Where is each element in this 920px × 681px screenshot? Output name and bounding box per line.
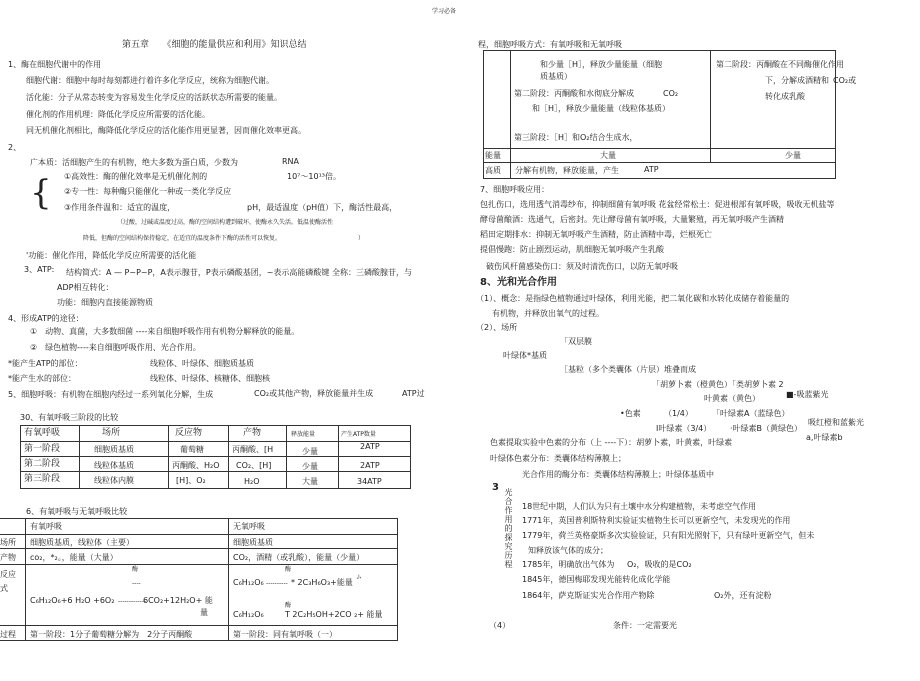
water-sites-label: *能产生水的部位： bbox=[8, 374, 76, 383]
atp-sites: 线粒体、叶绿体、细胞质基质 bbox=[150, 359, 254, 368]
t2-col-aerobic: 有氧呼吸 bbox=[30, 522, 62, 531]
s1-line1: 细胞代谢：细胞中每时每刻都进行着许多化学反应，统称为细胞代谢。 bbox=[26, 76, 274, 85]
t1-r1-stage: 第一阶段 bbox=[24, 444, 61, 454]
pigment-fraction-1: （1/4） bbox=[664, 409, 693, 418]
history-5b: O₂，吸收的是CO₂ bbox=[627, 560, 692, 569]
eq3-products: T 2C₂H₅OH+2CO ₂+ 能量 bbox=[285, 610, 383, 619]
t1-h-atp: 产生ATP数量 bbox=[341, 431, 376, 438]
ct-c3b: CO₂ bbox=[663, 89, 679, 98]
enzyme-function: '功能：催化作用，降低化学反应所需要的活化能 bbox=[26, 251, 197, 260]
t2-label-product: 产物 bbox=[0, 553, 16, 562]
atp-structure: 结构简式：A — P~P~P，A表示腺苷，P表示磷酸基团，~表示高能磷酸键 全称：三磷酸腺苷，与 bbox=[66, 268, 412, 277]
t1-r1-product: 丙酮酸、[H bbox=[232, 445, 274, 454]
ct-energy-aerobic: 大量 bbox=[600, 151, 616, 160]
t1-r2-product: CO₂、[H] bbox=[236, 461, 272, 470]
pigment-location: 叶绿体色素分布：类囊体结构薄膜上； bbox=[490, 454, 626, 463]
enzyme-location: 光合作用的酶分布：类囊体结构薄膜上；叶绿体基质中 bbox=[522, 470, 714, 479]
t1-h-stage: 有氧呼吸 bbox=[24, 428, 61, 438]
pigment-xanthophyll: 叶黄素（黄色） bbox=[704, 394, 760, 403]
t1-r1-reactant: 葡萄糖 bbox=[180, 445, 204, 454]
t2-place-aerobic: 细胞质基质，线粒体（主要） bbox=[30, 538, 134, 547]
t1-r2-reactant: 丙酮酸、H₂O bbox=[172, 461, 220, 470]
feature-1: ①高效性：酶的催化效率是无机催化剂的 bbox=[64, 172, 208, 181]
ct-energy-label: 能量 bbox=[485, 151, 501, 160]
feature-note-end: ） bbox=[358, 235, 365, 242]
feature-note-2: 降低，但酶的空间结构保持稳定，在适宜的温度条件下酶的活性可以恢复。 bbox=[83, 235, 282, 242]
history-4: 知释放该气体的成分； bbox=[528, 546, 608, 555]
eq3-enzyme: 酶 bbox=[285, 602, 292, 609]
s4-line1: ① 动物、真菌，大多数细菌 ----来自细胞呼吸作用有机物分解释放的能量。 bbox=[30, 327, 300, 336]
t1-r3-stage: 第三阶段 bbox=[24, 474, 61, 484]
table1-caption: 30、有氧呼吸三阶段的比较 bbox=[20, 413, 119, 422]
s8-concept-2: 有机物，并释放出氧气的过程。 bbox=[492, 309, 604, 318]
t1-h-energy: 释放能量 bbox=[291, 431, 316, 438]
history-7b: O₂外，还有淀粉 bbox=[714, 591, 772, 600]
history-6: 1845年，德国梅耶发现光能转化成化学能 bbox=[522, 575, 671, 584]
header-note: 学习必备 bbox=[432, 8, 457, 15]
s7-line4: 提倡慢跑：防止剧烈运动，肌细胞无氧呼吸产生乳酸 bbox=[480, 245, 664, 254]
enzyme-rna: RNA bbox=[282, 157, 300, 166]
eq3-reactant: C₆H₁₂O₆ bbox=[233, 610, 264, 619]
t2-label-process: 过程 bbox=[0, 630, 16, 639]
t1-r3-place: 线粒体内膜 bbox=[94, 476, 134, 485]
t2-place-anaerobic: 细胞质基质 bbox=[233, 538, 273, 547]
ct-c2: 质基质） bbox=[540, 72, 572, 81]
t1-r3-reactant: [H]、O₂ bbox=[176, 476, 206, 485]
feature-1-value: 10⁷～10¹³倍。 bbox=[287, 172, 341, 181]
s1-line4: 同无机催化剂相比，酶降低化学反应的活化能作用更显著，因而催化效率更高。 bbox=[26, 126, 306, 135]
t1-r3-atp: 34ATP bbox=[357, 477, 382, 486]
ct-d3: 转化成乳酸 bbox=[765, 92, 805, 101]
t2-label-equation-2: 式 bbox=[0, 584, 8, 593]
t2-product-anaerobic: CO₂，酒精（或乳酸），能量（少量） bbox=[233, 553, 365, 562]
eq1-products: 6CO₂+12H₂O+ 能 bbox=[143, 596, 213, 605]
t1-r1-atp: 2ATP bbox=[360, 442, 380, 451]
t2-process-anaerobic: 第一阶段：同有氧呼吸（一） bbox=[233, 630, 337, 639]
ct-c5: 第三阶段：［H］和O₂结合生成水， bbox=[514, 133, 638, 142]
eq2-mark: ム bbox=[356, 574, 363, 581]
s7-heading: 7、细胞呼吸应用： bbox=[480, 185, 550, 194]
s5-line-b: CO₂或其他产物，释放能量并生成 bbox=[254, 389, 374, 398]
respiration-types: 程，细胞呼吸方式：有氧呼吸和无氧呼吸 bbox=[478, 40, 622, 49]
atp-adp: ADP相互转化： bbox=[57, 283, 114, 292]
history-5: 1785年，明确放出气体为 bbox=[522, 560, 615, 569]
t1-r2-atp: 2ATP bbox=[360, 461, 380, 470]
s2-number: 2、 bbox=[8, 143, 22, 152]
t1-r1-place: 细胞质基质 bbox=[94, 445, 134, 454]
eq2-reactant: C₆H₁₂O₆ bbox=[233, 578, 264, 587]
t1-r3-energy: 大量 bbox=[302, 477, 318, 486]
absorb-red-blue: 吸红橙和蓝紫光 bbox=[808, 418, 864, 427]
s1-line3: 催化剂的作用机理：降低化学反应所需要的活化能。 bbox=[26, 110, 210, 119]
history-2: 1771年，英国普利斯特利实验证实植物生长可以更新空气，未发现光的作用 bbox=[522, 516, 791, 525]
feature-note-1: （过酸，过碱或温度过高，酶的空间结构遭到破坏，使酶永久失活。低温使酶活性 bbox=[117, 219, 334, 226]
s8-concept-1: （1）、概念：是指绿色植物通过叶绿体，利用光能，把二氧化碳和水转化成储存着能量的 bbox=[476, 294, 790, 303]
chlorophyll-b: ·叶绿素B（黄绿色） bbox=[730, 424, 803, 433]
feature-2: ②专一性：每种酶只能催化一种或一类化学反应 bbox=[64, 187, 232, 196]
ct-d1: 第二阶段：丙酮酸在不同酶催化作用 bbox=[716, 60, 844, 69]
chlorophyll-a: 「叶绿素A（蓝绿色） bbox=[712, 409, 790, 418]
history-7: 1864年，萨克斯证实光合作用产物除 bbox=[522, 591, 655, 600]
ct-essence: 分解有机物，释放能量，产生 bbox=[515, 166, 619, 175]
pigment-separation-end: a,叶绿素b bbox=[806, 433, 843, 442]
ct-d2b: CO₂或 bbox=[833, 76, 857, 85]
chloroplast-grana: ［基粒（多个类囊体（片层）堆叠而成 bbox=[560, 365, 696, 374]
absorb-blue-violet: ■-吸蓝紫光 bbox=[786, 390, 829, 399]
history-3: 1779年，荷兰英格豪斯多次实验验证，只有阳光照射下，只有绿叶更新空气，但未 bbox=[522, 531, 815, 540]
feature-3: ③作用条件温和：适宜的温度， bbox=[64, 203, 176, 212]
history-1: 18世纪中期，人们认为只有土壤中水分构建植物，未考虑空气作用 bbox=[522, 502, 757, 511]
t1-h-reactant: 反应物 bbox=[175, 428, 203, 438]
ct-essence-atp: ATP bbox=[644, 165, 659, 174]
t1-r2-place: 线粒体基质 bbox=[94, 461, 134, 470]
s8-place: （2）、场所 bbox=[476, 323, 518, 332]
t1-r2-energy: 少量 bbox=[302, 462, 318, 471]
enzyme-definition: 广本质：活细胞产生的有机物，绝大多数为蛋白质，少数为 bbox=[30, 158, 238, 167]
eq1-products-end: 量 bbox=[200, 608, 208, 617]
t1-r2-stage: 第二阶段 bbox=[24, 459, 61, 469]
eq1-dashes: ------------- bbox=[118, 598, 147, 605]
s7-line5: 破伤风杆菌感染伤口：须及时清洗伤口，以防无氧呼吸 bbox=[486, 262, 678, 271]
atp-sites-label: *能产生ATP的部位： bbox=[8, 359, 83, 368]
eq1-enzyme: 酶 bbox=[132, 566, 139, 573]
ct-energy-anaerobic: 少量 bbox=[785, 151, 801, 160]
s1-heading: 1、酶在细胞代谢中的作用 bbox=[8, 60, 102, 69]
feature-brace: { bbox=[30, 173, 52, 213]
t1-r3-product: H₂O bbox=[244, 477, 260, 486]
s5-line: 5、细胞呼吸：有机物在细胞内经过一系列氧化分解，生成 bbox=[8, 390, 214, 399]
s7-line3: 稻田定期排水：抑制无氧呼吸产生酒精，防止酒精中毒，烂根死亡 bbox=[480, 230, 712, 239]
s5-line-c: ATP过 bbox=[402, 389, 425, 398]
history-vertical-title: 光合作用的探究历程 bbox=[504, 488, 513, 569]
eq2-products: * 2C₃H₆O₃+能量 bbox=[291, 578, 353, 587]
s8-heading: 8、光和光合作用 bbox=[480, 277, 557, 288]
pigment-separation: 色素提取实验中色素的分布（上 ----下）：胡萝卜素，叶黄素，叶绿素 bbox=[490, 438, 733, 447]
s4-line2: ② 绿色植物----来自细胞呼吸作用、光合作用。 bbox=[30, 343, 201, 352]
ct-essence-label: 高质 bbox=[485, 166, 501, 175]
feature-3-value: pH，最适温度（pH值）下，酶活性最高， bbox=[247, 203, 398, 212]
eq2-enzyme: 酶 bbox=[285, 566, 292, 573]
t2-col-anaerobic: 无氧呼吸 bbox=[233, 522, 265, 531]
t2-label-place: 场所 bbox=[0, 538, 16, 547]
light-condition: 条件：一定需要光 bbox=[613, 621, 677, 630]
s7-line1: 包扎伤口，选用透气消毒纱布，抑制细菌有氧呼吸 花盆经常松土：促进根部有氧呼吸，吸收无机盐等 bbox=[480, 200, 835, 209]
t2-process-aerobic: 第一阶段：1分子葡萄糖分解为 2分子丙酮酸 bbox=[30, 630, 193, 639]
chlorophyll-fraction: I叶绿素（3/4） bbox=[656, 424, 712, 433]
s3-heading: 3、ATP: bbox=[24, 265, 55, 274]
s1-line2: 活化能：分子从常态转变为容易发生化学反应的活跃状态所需要的能量。 bbox=[26, 93, 282, 102]
s7-line2: 酵母菌酿酒：选通气，后密封。先让酵母菌有氧呼吸，大量繁殖，再无氧呼吸产生酒精 bbox=[480, 215, 784, 224]
ct-c4: 和［H］，释放少量能量（线粒体基质） bbox=[532, 104, 671, 113]
t1-h-product: 产物 bbox=[243, 428, 262, 438]
s4-heading: 4、形成ATP的途径： bbox=[8, 314, 84, 323]
chapter-title: 第五章 《细胞的能量供应和利用》知识总结 bbox=[122, 40, 307, 50]
pigment-label: •色素 bbox=[620, 409, 641, 418]
t2-label-equation: 反应 bbox=[0, 570, 16, 579]
t1-h-place: 场所 bbox=[102, 428, 121, 438]
chloroplast-membrane: 「双层膜 bbox=[560, 337, 592, 346]
ct-c1: 和少量［H］，释放少量能量（细胞 bbox=[540, 60, 663, 69]
history-number: 3 bbox=[492, 482, 499, 493]
eq1-reactants: C₆H₁₂O₆+6 H₂O +6O₂ bbox=[30, 596, 115, 605]
ct-c3: 第二阶段：丙酮酸和水彻底分解成 bbox=[514, 89, 634, 98]
chloroplast-stroma: 叶绿体*基质 bbox=[503, 351, 547, 360]
t1-r1-energy: 少量 bbox=[302, 447, 318, 456]
atp-function: 功能：细胞内直接能源物质 bbox=[57, 298, 153, 307]
eq2-dashes: ---------- bbox=[266, 580, 288, 587]
ct-d2: 下，分解成酒精和 bbox=[765, 76, 829, 85]
water-sites: 线粒体、叶绿体、核糖体、细胞核 bbox=[150, 374, 270, 383]
eq1-arrow: ---- bbox=[132, 580, 141, 587]
t2-product-aerobic: co₂，*₂。，能量（大量） bbox=[30, 553, 118, 562]
table2-caption: 6、有氧呼吸与无氧呼吸比较 bbox=[26, 507, 128, 516]
pigment-carotene: 「胡萝卜素（橙黄色）「类胡萝卜素 2 bbox=[652, 380, 784, 389]
s8-4-number: （4） bbox=[489, 621, 511, 630]
